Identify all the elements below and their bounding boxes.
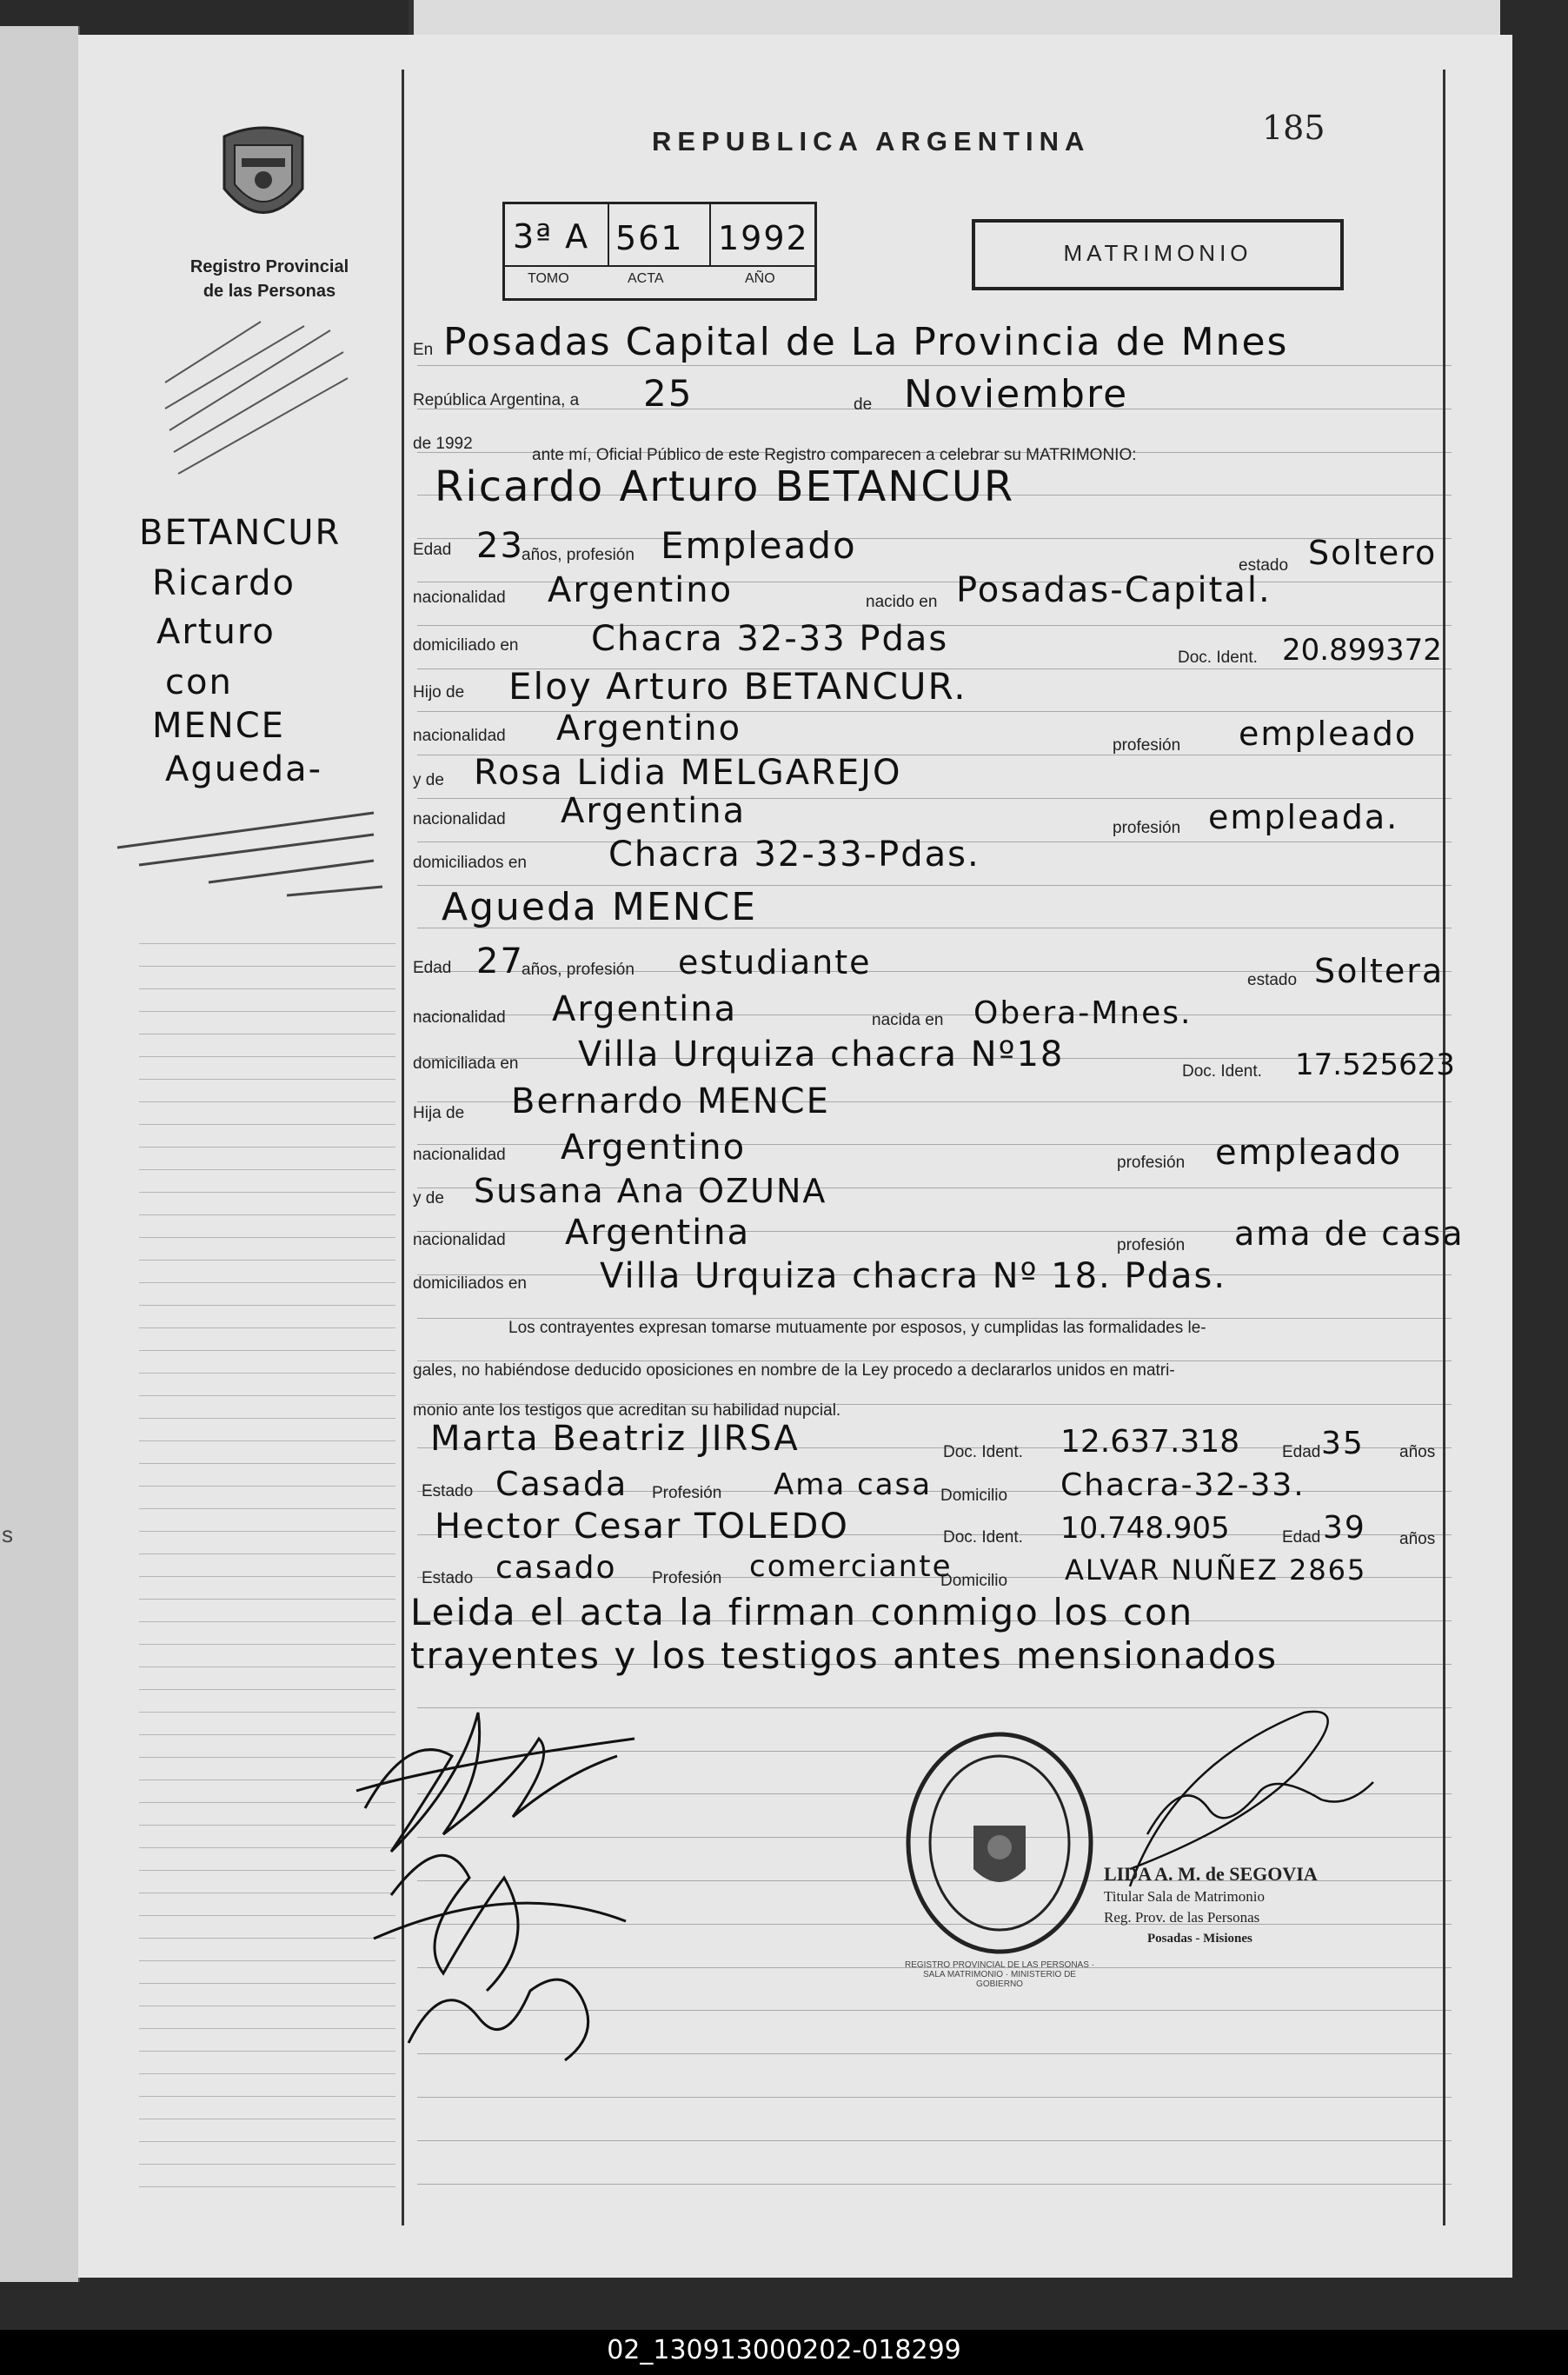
groom-prof-label: años, profesión — [522, 546, 635, 564]
groom-nacido-label: nacido en — [866, 593, 938, 611]
bride-mother: Susana Ana OZUNA — [474, 1172, 827, 1210]
witness1-doc: 12.637.318 — [1060, 1424, 1240, 1460]
bride-estado-label: estado — [1247, 971, 1298, 989]
bride-father-nac: Argentino — [561, 1128, 747, 1168]
bride-estado: Soltera — [1314, 952, 1445, 990]
groom-mother-nac: Argentina — [561, 791, 747, 831]
ruled-line — [417, 538, 1452, 539]
margin-strike — [113, 800, 391, 921]
witness1-estado-label: Estado — [422, 1482, 474, 1500]
witness1-prof-label: Profesión — [652, 1484, 722, 1502]
margin-ruled-line — [139, 988, 395, 989]
groom-doms-label: domiciliados en — [413, 854, 527, 872]
bride-yde-label: y de — [413, 1189, 444, 1207]
groom-doc: 20.899372 — [1282, 633, 1442, 668]
groom-birthplace: Posadas-Capital. — [956, 570, 1272, 610]
margin-ruled-line — [139, 943, 395, 944]
witness2-doc-label: Doc. Ident. — [943, 1528, 1023, 1547]
ano-value: 1992 — [718, 219, 809, 257]
witness2-age: 39 — [1323, 1510, 1366, 1546]
en-label: En — [413, 341, 434, 359]
tomo-label: TOMO — [528, 271, 569, 286]
margin-ruled-line — [139, 1486, 395, 1487]
witness2-dom-label: Domicilio — [940, 1572, 1008, 1590]
margin-name-2: Ricardo — [152, 563, 296, 603]
margin-ruled-line — [139, 1463, 395, 1464]
bride-birthplace: Obera-Mnes. — [973, 995, 1193, 1031]
witness1-edad-label: Edad — [1282, 1443, 1321, 1461]
bride-prof-label: años, profesión — [522, 961, 635, 979]
ruled-line — [417, 2097, 1452, 2098]
official-stamp-line4: Posadas - Misiones — [1147, 1932, 1252, 1946]
bride-nacida-label: nacida en — [872, 1011, 944, 1029]
bride-mother-prof-label: profesión — [1117, 1236, 1186, 1254]
groom-nac-label: nacionalidad — [413, 589, 506, 607]
margin-name-5: MENCE — [152, 706, 285, 746]
margin-ruled-line — [139, 1440, 395, 1441]
margin-ruled-line — [139, 1395, 395, 1396]
declaration-line2: gales, no habiéndose deducido oposiciones en nombre de la Ley procedo a declararlos unidos en matri- — [413, 1361, 1175, 1380]
bride-mother-nac: Argentina — [565, 1213, 751, 1253]
groom-father-prof-label: profesión — [1113, 736, 1181, 755]
margin-ruled-line — [139, 1621, 395, 1622]
groom-name: Ricardo Arturo BETANCUR — [435, 462, 1015, 511]
margin-ruled-line — [139, 1011, 395, 1012]
ruled-line — [417, 2140, 1452, 2141]
margin-ruled-line — [139, 1373, 395, 1374]
seal-text: REGISTRO PROVINCIAL DE LAS PERSONAS · SALA MATRIMONIO · MINISTERIO DE GOBIERNO — [904, 1960, 1094, 1989]
margin-ruled-line — [139, 1350, 395, 1351]
margin-ruled-line — [139, 1666, 395, 1667]
groom-father-nac-label: nacionalidad — [413, 727, 506, 745]
groom-father: Eloy Arturo BETANCUR. — [508, 665, 967, 708]
witness2-domicile: ALVAR NUÑEZ 2865 — [1065, 1553, 1367, 1587]
margin-ruled-line — [139, 1508, 395, 1509]
witness2-doc: 10.748.905 — [1060, 1511, 1230, 1546]
day: 25 — [643, 372, 694, 415]
top-page-strip — [409, 0, 1500, 35]
official-stamp-line1: LIDA A. M. de SEGOVIA — [1104, 1863, 1318, 1885]
witness1-profession: Ama casa — [774, 1467, 933, 1502]
bride-doc: 17.525623 — [1295, 1048, 1455, 1082]
bride-father: Bernardo MENCE — [511, 1081, 830, 1121]
left-page-glyph: s — [2, 1521, 13, 1547]
bride-profession: estudiante — [678, 943, 872, 981]
declaration-line1: Los contrayentes expresan tomarse mutuamente por esposos, y cumplidas las formalidades le- — [508, 1319, 1206, 1337]
bride-age: 27 — [476, 941, 524, 981]
acta-value: 561 — [615, 219, 684, 257]
margin-ruled-line — [139, 1553, 395, 1554]
margin-ruled-line — [139, 1644, 395, 1645]
bride-nac-label: nacionalidad — [413, 1008, 506, 1027]
bride-father-nac-label: nacionalidad — [413, 1146, 506, 1164]
bride-hija-label: Hija de — [413, 1104, 465, 1122]
margin-ruled-line — [139, 1576, 395, 1577]
witness1-doc-label: Doc. Ident. — [943, 1443, 1023, 1461]
margin-ruled-line — [139, 1599, 395, 1600]
margin-ruled-line — [139, 1147, 395, 1148]
declaration-line3: monio ante los testigos que acreditan su habilidad nupcial. — [413, 1401, 841, 1420]
margin-ruled-line — [139, 2164, 395, 2165]
witness1-age: 35 — [1321, 1426, 1365, 1461]
groom-mother-nac-label: nacionalidad — [413, 810, 506, 828]
registry-line2: de las Personas — [203, 282, 336, 301]
closing-line1: Leida el acta la firman conmigo los con — [410, 1591, 1194, 1633]
margin-ruled-line — [139, 1124, 395, 1125]
margin-ruled-line — [139, 2096, 395, 2097]
groom-father-nac: Argentino — [556, 709, 742, 748]
groom-hijo-label: Hijo de — [413, 683, 465, 702]
bride-domicile: Villa Urquiza chacra Nº18 — [578, 1034, 1065, 1074]
witness2-estado: casado — [495, 1550, 617, 1586]
groom-edad-label: Edad — [413, 541, 452, 559]
witness2-edad-label: Edad — [1282, 1528, 1321, 1547]
margin-ruled-line — [139, 1192, 395, 1193]
bride-father-prof-label: profesión — [1117, 1154, 1186, 1172]
month: Noviembre — [904, 372, 1129, 416]
groom-parents-dom: Chacra 32-33-Pdas. — [608, 835, 980, 875]
groom-mother: Rosa Lidia MELGAREJO — [474, 753, 902, 793]
bride-father-prof: empleado — [1215, 1133, 1403, 1173]
right-rule — [1443, 70, 1445, 2225]
witness1-estado: Casada — [495, 1465, 628, 1503]
tomo-value: 3ª A — [513, 217, 590, 256]
ruled-line — [417, 365, 1452, 366]
margin-ruled-line — [139, 1169, 395, 1170]
witness1-domicile: Chacra-32-33. — [1060, 1467, 1306, 1503]
margin-name-1: BETANCUR — [139, 513, 342, 553]
de-label: de — [854, 396, 873, 414]
margin-ruled-line — [139, 1101, 395, 1102]
left-page-edge — [0, 26, 80, 2282]
page-number: 185 — [1262, 109, 1325, 147]
registry-seal-icon — [904, 1730, 1095, 1956]
margin-hatch — [156, 313, 365, 487]
republica-label: República Argentina, a — [413, 391, 580, 409]
place: Posadas Capital de La Provincia de Mnes — [443, 320, 1289, 364]
de-year-label: de 1992 — [413, 435, 473, 453]
groom-estado: Soltero — [1308, 534, 1438, 572]
groom-doc-label: Doc. Ident. — [1178, 649, 1258, 667]
witness2-estado-label: Estado — [422, 1569, 474, 1587]
margin-ruled-line — [139, 1079, 395, 1080]
country-title: REPUBLICA ARGENTINA — [652, 126, 1091, 156]
bride-name: Agueda MENCE — [442, 885, 758, 929]
bride-edad-label: Edad — [413, 959, 452, 977]
official-stamp-line3: Reg. Prov. de las Personas — [1104, 1909, 1260, 1926]
bride-dom-label: domiciliada en — [413, 1054, 519, 1073]
groom-domicile: Chacra 32-33 Pdas — [591, 619, 949, 659]
margin-name-4: con — [165, 662, 233, 702]
groom-age: 23 — [476, 526, 524, 566]
groom-father-prof: empleado — [1239, 715, 1418, 753]
groom-mother-prof-label: profesión — [1113, 819, 1181, 837]
margin-ruled-line — [139, 1056, 395, 1057]
margin-ruled-line — [139, 1305, 395, 1306]
groom-nationality: Argentino — [548, 570, 734, 610]
margin-name-3: Arturo — [156, 612, 276, 652]
margin-ruled-line — [139, 1531, 395, 1532]
witness1-dom-label: Domicilio — [940, 1487, 1008, 1505]
margin-ruled-line — [139, 2186, 395, 2187]
bride-parents-dom: Villa Urquiza chacra Nº 18. Pdas. — [600, 1256, 1227, 1296]
groom-profession: Empleado — [661, 524, 857, 567]
image-id: 02_130913000202-018299 — [607, 2335, 961, 2365]
witness2-profession: comerciante — [749, 1549, 953, 1584]
groom-mother-prof: empleada. — [1208, 798, 1399, 836]
ruled-line — [417, 2184, 1452, 2185]
signatures-icon — [339, 1678, 669, 2095]
witness1-name: Marta Beatriz JIRSA — [430, 1419, 800, 1459]
margin-ruled-line — [139, 2141, 395, 2142]
margin-ruled-line — [139, 1260, 395, 1261]
groom-yde-label: y de — [413, 771, 444, 789]
margin-ruled-line — [139, 1418, 395, 1419]
margin-ruled-line — [139, 1282, 395, 1283]
groom-dom-label: domiciliado en — [413, 636, 519, 655]
bride-doc-label: Doc. Ident. — [1182, 1062, 1262, 1081]
margin-ruled-line — [139, 1237, 395, 1238]
provincial-emblem-icon — [216, 123, 311, 236]
doc-type: MATRIMONIO — [1063, 240, 1252, 266]
witness2-anos-label: años — [1399, 1530, 1436, 1548]
groom-estado-label: estado — [1239, 556, 1289, 575]
bride-doms-label: domiciliados en — [413, 1274, 527, 1293]
bride-mother-prof: ama de casa — [1234, 1214, 1465, 1253]
witness1-anos-label: años — [1399, 1443, 1436, 1461]
acta-label: ACTA — [628, 271, 664, 286]
witness2-prof-label: Profesión — [652, 1569, 722, 1587]
margin-name-6: Agueda- — [165, 749, 323, 789]
registry-line1: Registro Provincial — [189, 257, 349, 276]
margin-ruled-line — [139, 1327, 395, 1328]
ante-text: ante mí, Oficial Público de este Registro comparecen a celebrar su MATRIMONIO: — [532, 446, 1137, 464]
bride-nationality: Argentina — [552, 989, 738, 1029]
witness2-name: Hector Cesar TOLEDO — [435, 1507, 849, 1547]
margin-ruled-line — [139, 966, 395, 967]
margin-ruled-line — [139, 1214, 395, 1215]
bride-mother-nac-label: nacionalidad — [413, 1231, 506, 1249]
closing-line2: trayentes y los testigos antes mensionados — [410, 1634, 1279, 1677]
official-stamp-line2: Titular Sala de Matrimonio — [1104, 1888, 1265, 1905]
ano-label: AÑO — [745, 271, 775, 286]
